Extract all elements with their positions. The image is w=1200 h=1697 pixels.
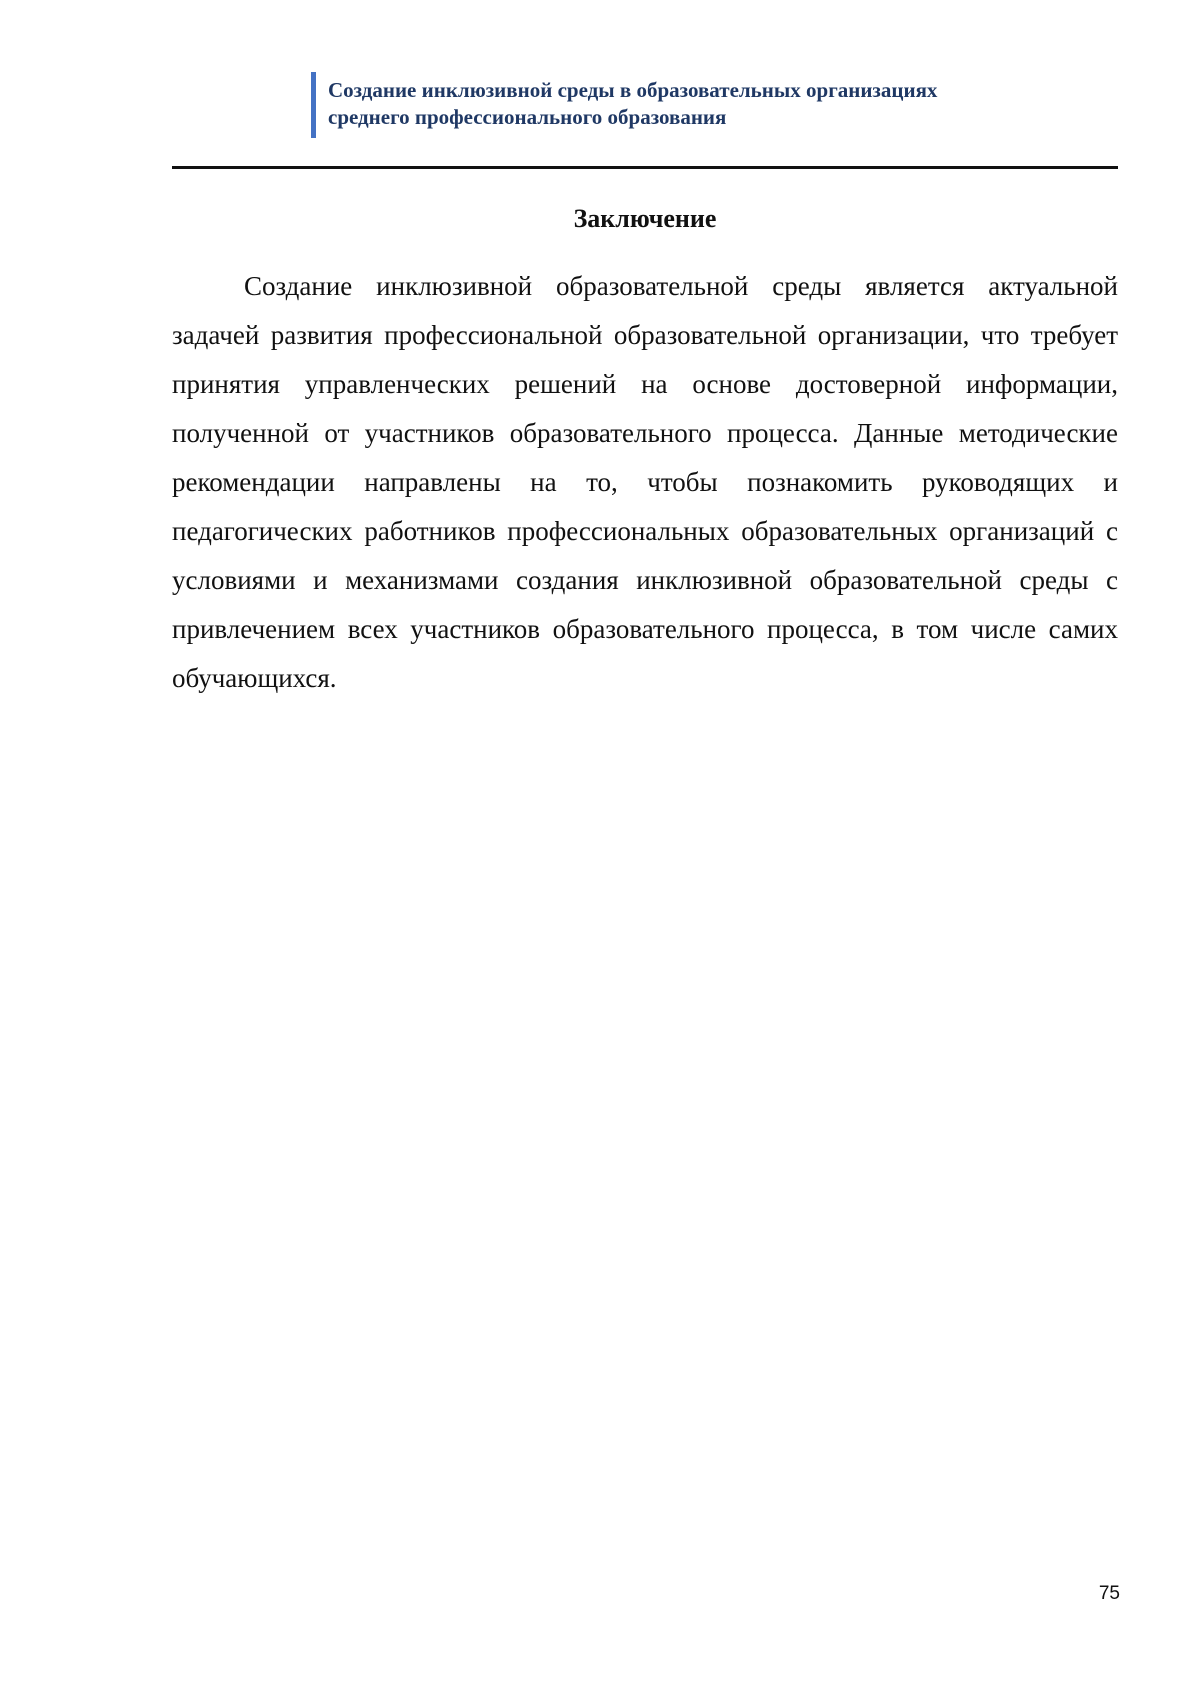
running-header	[311, 72, 1071, 138]
running-header-line-1: Создание инклюзивной среды в образовательных организациях	[328, 78, 938, 102]
header-divider	[172, 166, 1118, 169]
section-title: Заключение	[573, 204, 717, 233]
running-header-line-2: среднего профессионального образования	[328, 105, 727, 129]
body-paragraph: Создание инклюзивной образовательной среды является актуальной задачей развития профессиональной образовательной организации, что требует принятия управленческих решений на основе достоверной информации, полученной от участников образовательного процесса. Данные методические рекомендации направлены на то, чтобы познакомить руководящих и педагогических работников профессиональных образовательных организаций с условиями и механизмами создания инклюзивной образовательной среды с привлечением всех участников образовательного процесса, в том числе самих обучающихся.	[172, 271, 1118, 693]
page-number: 75	[1098, 1583, 1120, 1604]
